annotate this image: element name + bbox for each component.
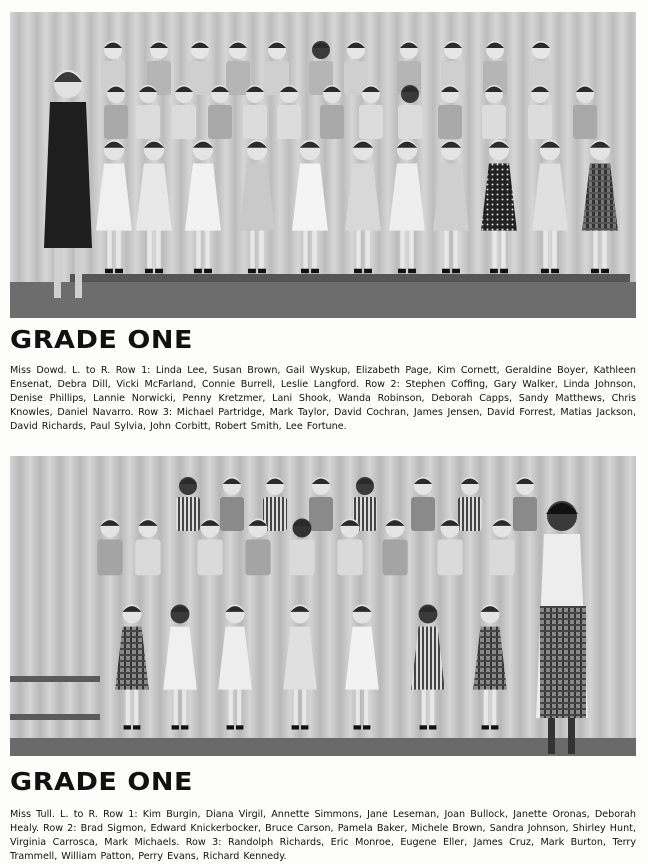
student-figure	[263, 477, 287, 531]
student-figure	[437, 519, 462, 576]
student-figure	[208, 85, 232, 139]
class-photo-miss-dowd	[10, 12, 636, 318]
section-heading: GRADE ONE	[10, 767, 193, 796]
student-figure	[344, 41, 368, 95]
student-figure	[136, 85, 160, 139]
student-figure	[489, 519, 514, 576]
student-figure	[398, 85, 422, 139]
student-figure	[277, 85, 301, 139]
student-figure	[337, 519, 362, 576]
teacher-figure	[536, 501, 588, 754]
student-figure	[289, 519, 314, 576]
student-figure	[513, 477, 537, 531]
student-figure	[458, 477, 482, 531]
student-figure	[411, 477, 435, 531]
photo-figures	[10, 456, 636, 756]
class-caption: Miss Dowd. L. to R. Row 1: Linda Lee, Susan Brown, Gail Wyskup, Elizabeth Page, Kim Cornett, Geraldine Boyer, Kathleen Ensenat, Debra Dill, Vicki McFarland, Connie Burrell, Leslie Langford. Row 2: Stephen Coffing, Gary Walker, Linda Johnson, Denise Phillips, Lannie Norwicki, Penny Kretzmer, Lani Shook, Wanda Robinson, Deborah Capps, Sandy Matthews, Chris Knowles, Daniel Navarro. Row 3: Michael Partridge, Mark Taylor, David Cochran, James Jensen, David Forrest, Matias Jackson, David Richards, Paul Sylvia, John Corbitt, Robert Smith, Lee Fortune.	[10, 365, 636, 432]
student-figure	[135, 519, 160, 576]
student-figure	[320, 85, 344, 139]
photo-figures	[10, 12, 636, 318]
section-heading: GRADE ONE	[10, 325, 193, 354]
student-figure	[172, 85, 196, 139]
student-figure	[245, 519, 270, 576]
student-figure	[226, 41, 250, 95]
student-figure	[97, 519, 122, 576]
student-figure	[438, 85, 462, 139]
student-figure	[573, 85, 597, 139]
student-figure	[528, 85, 552, 139]
student-figure	[220, 477, 244, 531]
student-figure	[188, 41, 212, 95]
class-photo-miss-tull	[10, 456, 636, 756]
student-figure	[243, 85, 267, 139]
class-caption: Miss Tull. L. to R. Row 1: Kim Burgin, Diana Virgil, Annette Simmons, Jane Leseman, Joan Bullock, Janette Oronas, Deborah Healy. Row 2: Brad Sigmon, Edward Knickerbocker, Bruce Carson, Pamela Baker, Michele Brown, Sandra Johnson, Shirley Hunt, Virginia Carrosca, Mark Michaels. Row 3: Randolph Richards, Eric Monroe, Eugene Eller, James Cruz, Mark Burton, Terry Trammell, William Patton, Perry Evans, Richard Kennedy.	[10, 809, 636, 862]
student-figure	[309, 477, 333, 531]
student-figure	[359, 85, 383, 139]
student-figure	[482, 85, 506, 139]
student-figure	[176, 477, 200, 531]
student-figure	[197, 519, 222, 576]
student-figure	[104, 85, 128, 139]
student-figure	[382, 519, 407, 576]
